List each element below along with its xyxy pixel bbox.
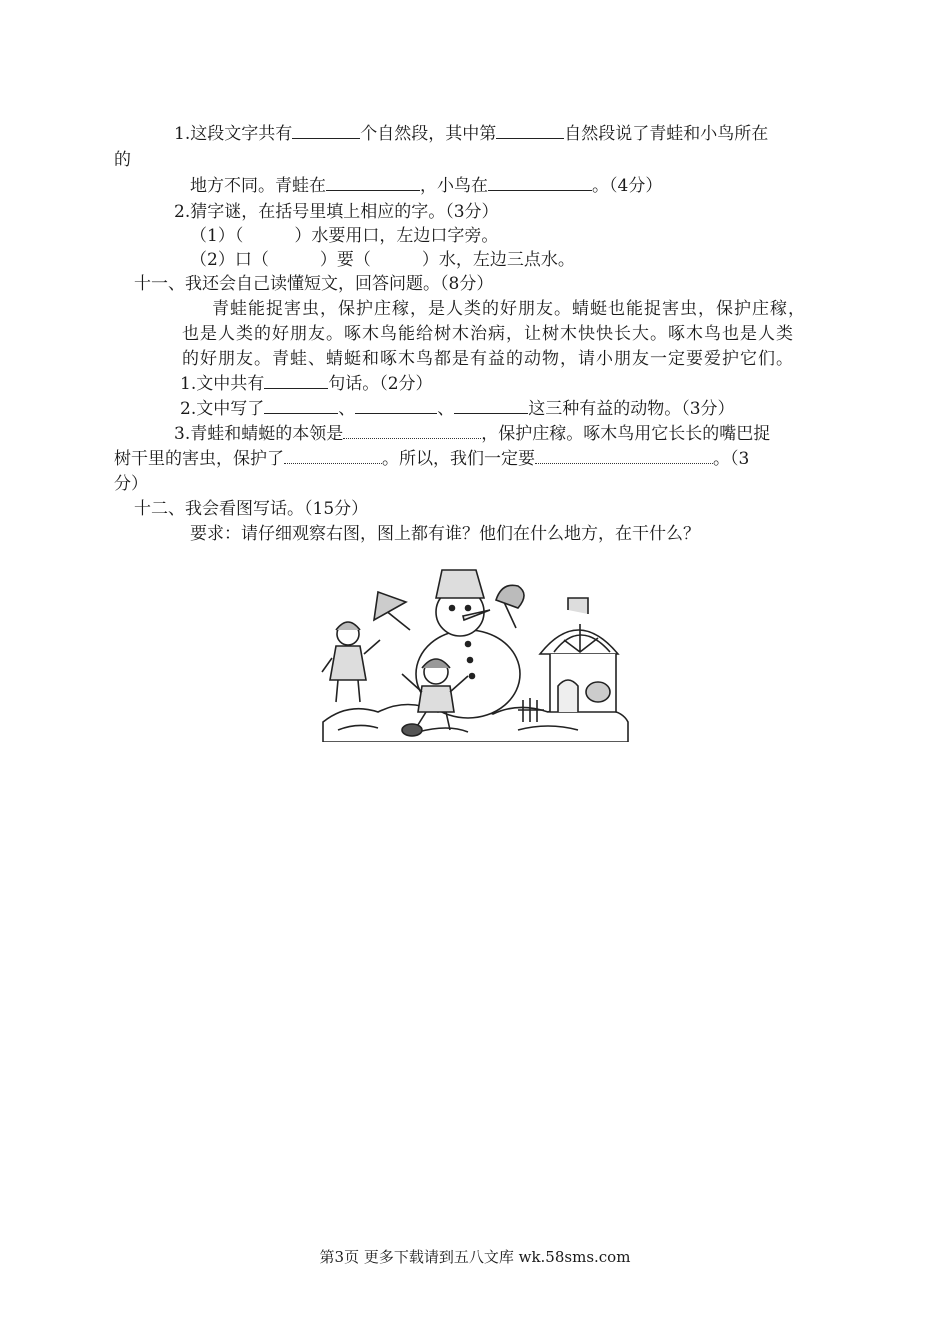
blank[interactable] bbox=[488, 174, 592, 191]
q11-q3-line3: 分） bbox=[114, 474, 148, 494]
q10-q1-line2: 地方不同。青蛙在 ，小鸟在 。（4分） bbox=[190, 176, 663, 196]
q11-q2: 2.文中写了 、 、 这三种有益的动物。（3分） bbox=[180, 399, 735, 419]
q11-passage-2: 也是人类的好朋友。啄木鸟能给树木治病，让树木快快长大。啄木鸟也是人类 bbox=[182, 324, 794, 344]
q10-q2-a: （1）（ ）水要用口，左边口字旁。 bbox=[190, 226, 499, 246]
q11-q3-line1: 3.青蛙和蜻蜓的本领是 ，保护庄稼。啄木鸟用它长长的嘴巴捉 bbox=[174, 424, 771, 444]
page-footer: 第3页 更多下载请到五八文库 wk.58sms.com bbox=[319, 1248, 631, 1266]
q10-q1-wrap: 的 bbox=[114, 150, 131, 170]
snowman-illustration bbox=[318, 562, 633, 742]
q10-q2-b: （2）口（ ）要（ ）水，左边三点水。 bbox=[190, 250, 575, 270]
q12-title: 十二、我会看图写话。（15分） bbox=[134, 499, 369, 519]
blank[interactable] bbox=[343, 422, 481, 439]
blank[interactable] bbox=[496, 122, 564, 139]
blank[interactable] bbox=[284, 447, 382, 464]
q12-requirement: 要求：请仔细观察右图，图上都有谁？他们在什么地方，在干什么？ bbox=[190, 524, 700, 544]
blank[interactable] bbox=[264, 397, 338, 414]
q11-title: 十一、我还会自己读懂短文，回答问题。（8分） bbox=[134, 274, 494, 294]
q10-q2-title: 2.猜字谜，在括号里填上相应的字。（3分） bbox=[174, 202, 499, 222]
blank[interactable] bbox=[454, 397, 528, 414]
blank[interactable] bbox=[326, 174, 420, 191]
blank[interactable] bbox=[355, 397, 437, 414]
q10-q1-line1: 1.这段文字共有 个自然段，其中第 自然段说了青蛙和小鸟所在 bbox=[174, 124, 769, 144]
q11-q1: 1.文中共有 句话。（2分） bbox=[180, 374, 433, 394]
blank[interactable] bbox=[292, 122, 360, 139]
blank[interactable] bbox=[535, 447, 713, 464]
blank[interactable] bbox=[264, 372, 328, 389]
q11-q3-line2: 树干里的害虫，保护了 。所以，我们一定要 。（3 bbox=[114, 449, 750, 469]
q11-passage-3: 的好朋友。青蛙、蜻蜓和啄木鸟都是有益的动物，请小朋友一定要爱护它们。 bbox=[182, 349, 794, 369]
q11-passage-1: 青蛙能捉害虫，保护庄稼，是人类的好朋友。蜻蜓也能捉害虫，保护庄稼， bbox=[212, 299, 806, 319]
